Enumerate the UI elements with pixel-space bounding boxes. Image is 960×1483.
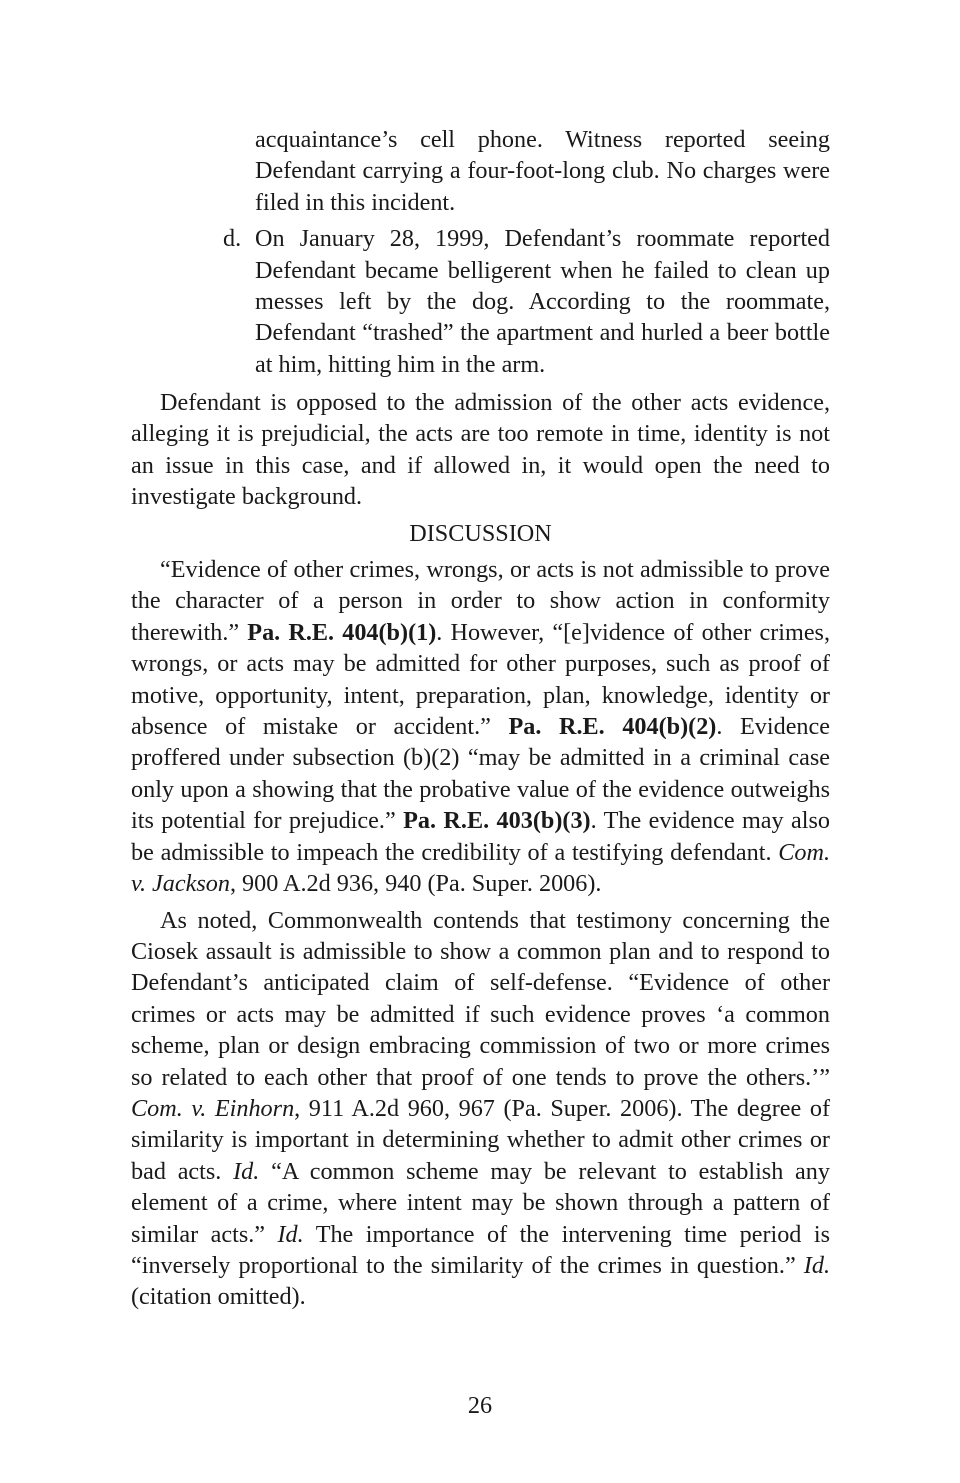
section-heading: DISCUSSION: [409, 519, 552, 547]
text-run: The importance of the intervening time period is “inversely proportional to the similarity of the crimes in question.”: [131, 1220, 830, 1279]
text-run: . Evidence proffered under subsection (b)(2) “may be admitted in a criminal case only upon a showing that the probative value of the evidence outweighs its potential for prejudice.”: [131, 713, 830, 835]
discussion-paragraph-2: [131, 905, 830, 1313]
incident-list: [223, 124, 830, 380]
body-text: [131, 387, 830, 1313]
case-citation: Com. v. Einhorn: [131, 1094, 295, 1122]
id-citation: Id.: [233, 1157, 260, 1185]
rule-citation: Pa. R.E. 403(b)(3): [403, 807, 591, 835]
list-item: [223, 124, 830, 218]
rule-citation: Pa. R.E. 404(b)(2): [508, 713, 717, 741]
text-run: As noted, Commonwealth contends that testimony concerning the Ciosek assault is admissible to show a common plan and to respond to Defendant’s anticipated claim of self-defense. “Evidence of other crimes or acts may be admitted if such evidence proves ‘a common scheme, plan or design embracing commission of two or more crimes so related to each other that proof of one tends to prove the others.’”: [131, 906, 830, 1091]
id-citation: Id.: [277, 1220, 304, 1248]
list-item-text: On January 28, 1999, Defendant’s roommate reported Defendant became belligerent when he failed to clean up messes left by the dog. According to the roommate, Defendant “trashed” the apartment and hurled a beer bottle at him, hitting him in the arm.: [255, 225, 830, 378]
text-run: (citation omitted).: [131, 1283, 306, 1311]
list-item: [223, 223, 830, 380]
page-number: 26: [467, 1392, 493, 1419]
text-run: . However, “[e]vidence of other crimes, wrongs, or acts may be admitted for other purposes, such as proof of motive, opportunity, intent, preparation, plan, knowledge, identity or absence of mistake or accident.”: [131, 618, 831, 741]
text-run: “A common scheme may be relevant to establish any element of a crime, where intent may be shown through a pattern of similar acts.”: [131, 1157, 830, 1248]
discussion-paragraph-1: [131, 554, 830, 899]
list-item-label: d.: [223, 225, 242, 253]
id-citation: Id.: [803, 1251, 830, 1279]
rule-citation: Pa. R.E. 404(b)(1): [247, 618, 437, 646]
opposition-paragraph: Defendant is opposed to the admission of the other acts evidence, alleging it is prejudicial, the acts are too remote in time, identity is not an issue in this case, and if allowed in, it would open the need to investigate background.: [131, 389, 830, 511]
list-item-text: acquaintance’s cell phone. Witness reported seeing Defendant carrying a four-foot-long club. No charges were filed in this incident.: [255, 126, 830, 216]
text-run: , 900 A.2d 936, 940 (Pa. Super. 2006).: [229, 870, 602, 898]
case-citation: Com. v. Jackson: [131, 838, 831, 898]
text-run: . The evidence may also be admissible to impeach the credibility of a testifying defendant.: [131, 807, 831, 866]
text-run: “Evidence of other crimes, wrongs, or acts is not admissible to prove the character of a person in order to show action in conformity therewith.”: [131, 556, 830, 646]
text-run: , 911 A.2d 960, 967 (Pa. Super. 2006). The degree of similarity is important in determining whether to admit other crimes or bad acts.: [131, 1094, 831, 1185]
